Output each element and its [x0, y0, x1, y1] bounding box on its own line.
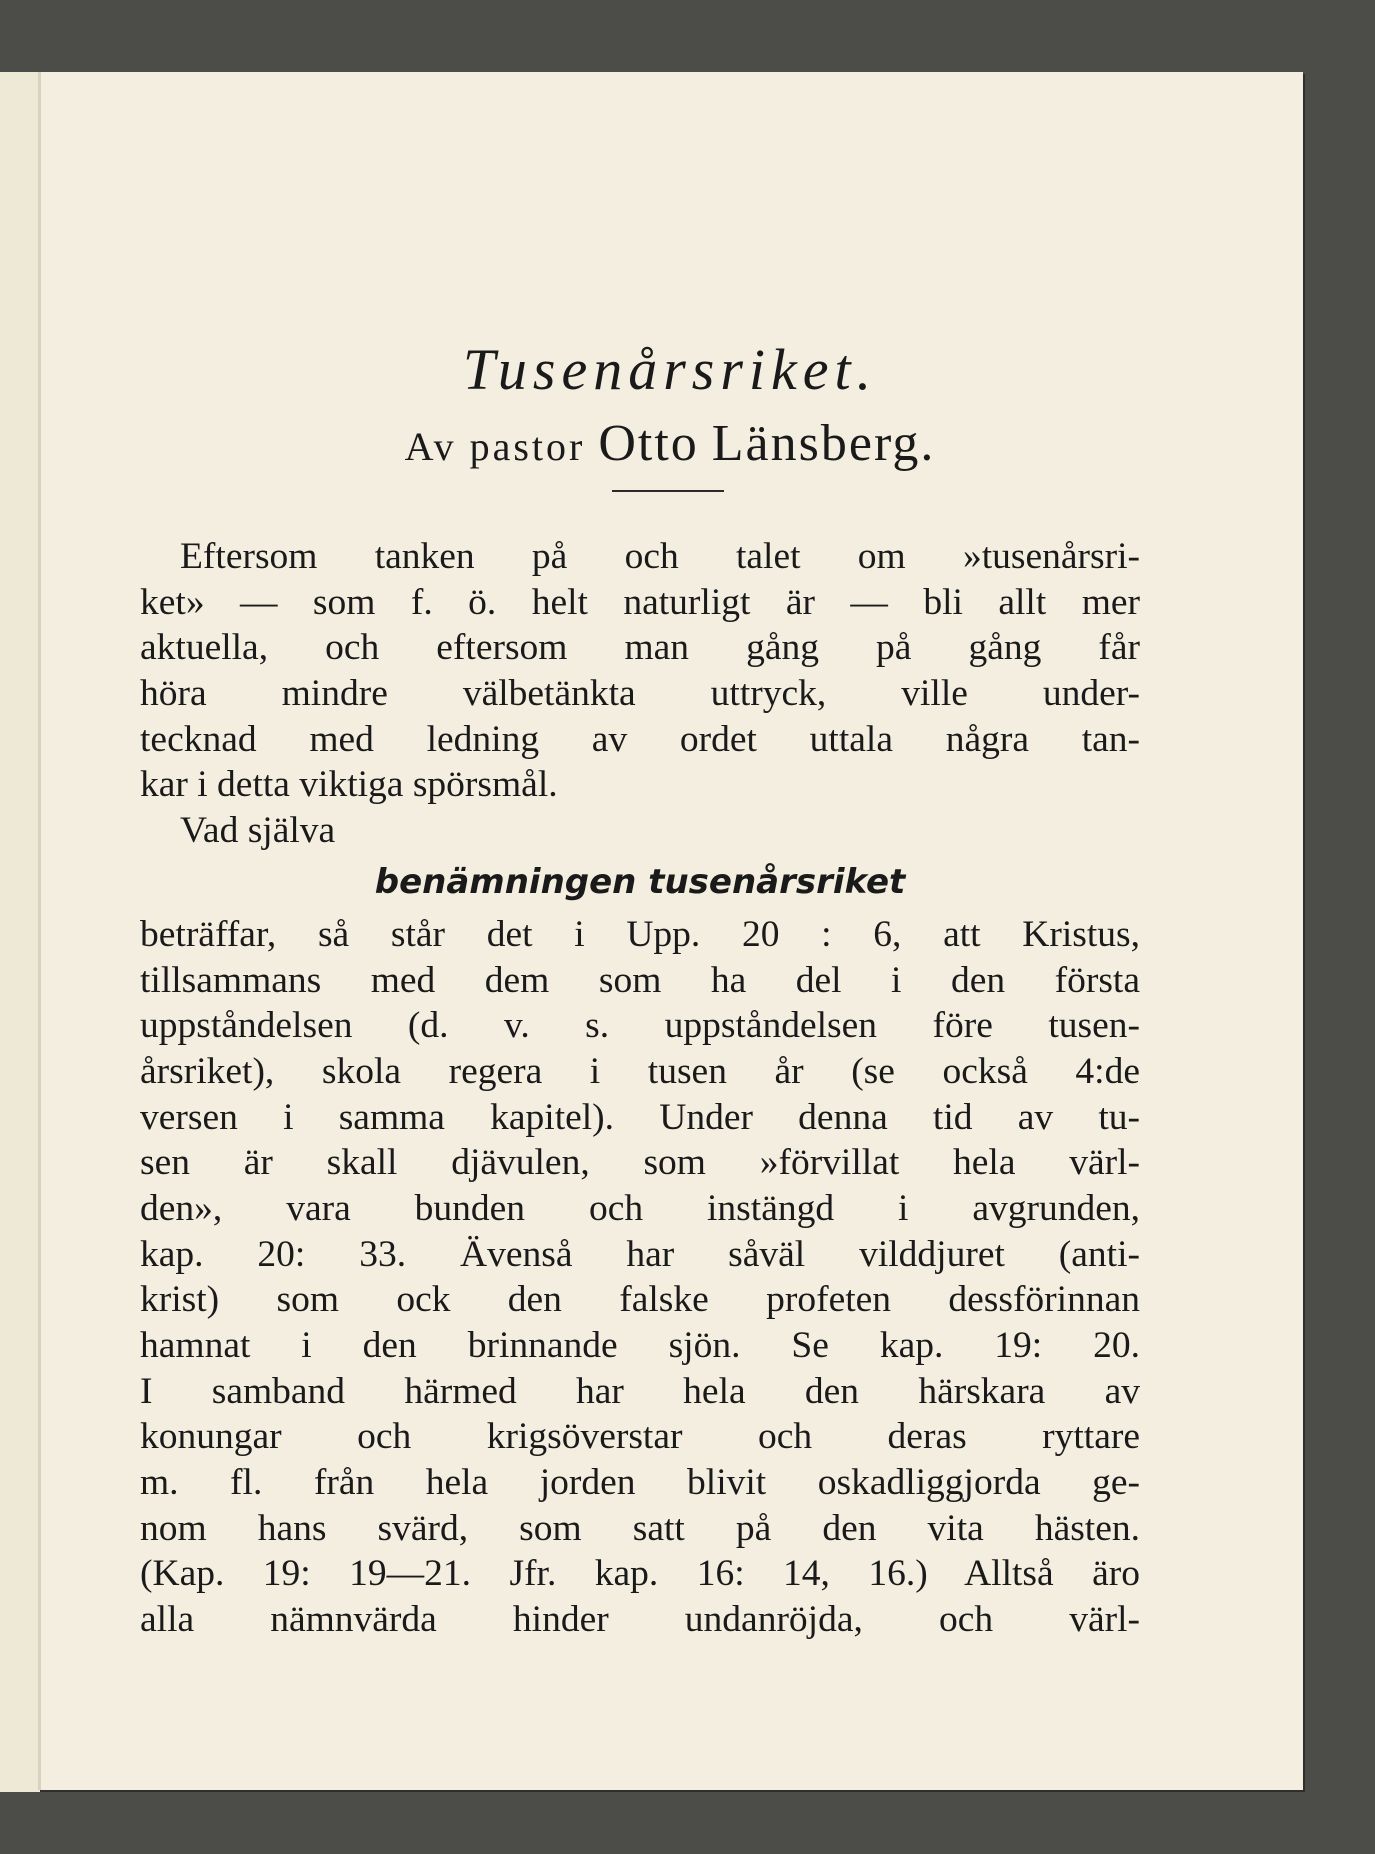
- paragraph-line: I samband härmed har hela den härskara av: [140, 1370, 1140, 1412]
- paragraph-line: sen är skall djävulen, som »förvillat hela värl-: [140, 1142, 1140, 1184]
- paragraph-line: höra mindre välbetänkta uttryck, ville under-: [140, 673, 1140, 715]
- paragraph-line: kap. 20: 33. Ävenså har såväl vilddjuret (anti-: [140, 1233, 1140, 1275]
- section-subheading: benämningen tusenårsriket: [374, 861, 906, 902]
- paragraph-line: alla nämnvärda hinder undanröjda, och värl-: [140, 1599, 1140, 1641]
- paragraph-line: krist) som ock den falske profeten dessförinnan: [140, 1279, 1140, 1321]
- paragraph-line: beträffar, så står det i Upp. 20 : 6, att Kristus,: [140, 913, 1140, 955]
- paragraph-line: ket» — som f. ö. helt naturligt är — bli allt mer: [140, 581, 1140, 623]
- paragraph-line: tecknad med ledning av ordet uttala några tan-: [140, 718, 1140, 760]
- page-title: Tusenårsriket.: [462, 337, 878, 402]
- byline-role: pastor: [469, 424, 586, 469]
- paragraph-line: konungar och krigsöverstar och deras ryttare: [140, 1416, 1140, 1458]
- byline-prefix: Av: [404, 424, 457, 469]
- paragraph-line: aktuella, och eftersom man gång på gång får: [140, 627, 1140, 669]
- paragraph-line: årsriket), skola regera i tusen år (se också 4:de: [140, 1050, 1140, 1092]
- page-content: [140, 240, 1140, 1643]
- article-body: [140, 534, 1140, 1643]
- paragraph-line: (Kap. 19: 19—21. Jfr. kap. 16: 14, 16.) Alltså äro: [140, 1553, 1140, 1595]
- paragraph-line: m. fl. från hela jorden blivit oskadliggjorda ge-: [140, 1462, 1140, 1504]
- paragraph-line: uppståndelsen (d. v. s. uppståndelsen före tusen-: [140, 1005, 1140, 1047]
- paragraph-line: den», vara bunden och instängd i avgrunden,: [140, 1187, 1140, 1229]
- paragraph-line: hamnat i den brinnande sjön. Se kap. 19: 20.: [140, 1325, 1140, 1366]
- paragraph-line: versen i samma kapitel). Under denna tid av tu-: [140, 1096, 1140, 1138]
- paragraph-line: tillsammans med dem som ha del i den första: [140, 959, 1140, 1001]
- byline-last-name: Länsberg.: [711, 415, 936, 472]
- section-lead-in: Vad själva: [180, 810, 336, 852]
- paragraph-line: nom hans svärd, som satt på den vita hästen.: [140, 1507, 1140, 1549]
- paragraph-line: kar i detta viktiga spörsmål.: [140, 764, 558, 806]
- title-divider: [612, 490, 724, 492]
- author-byline: [200, 414, 1140, 472]
- paragraph-line: Eftersom tanken på och talet om »tusenårsri-: [180, 536, 1140, 577]
- byline-first-name: Otto: [598, 415, 699, 472]
